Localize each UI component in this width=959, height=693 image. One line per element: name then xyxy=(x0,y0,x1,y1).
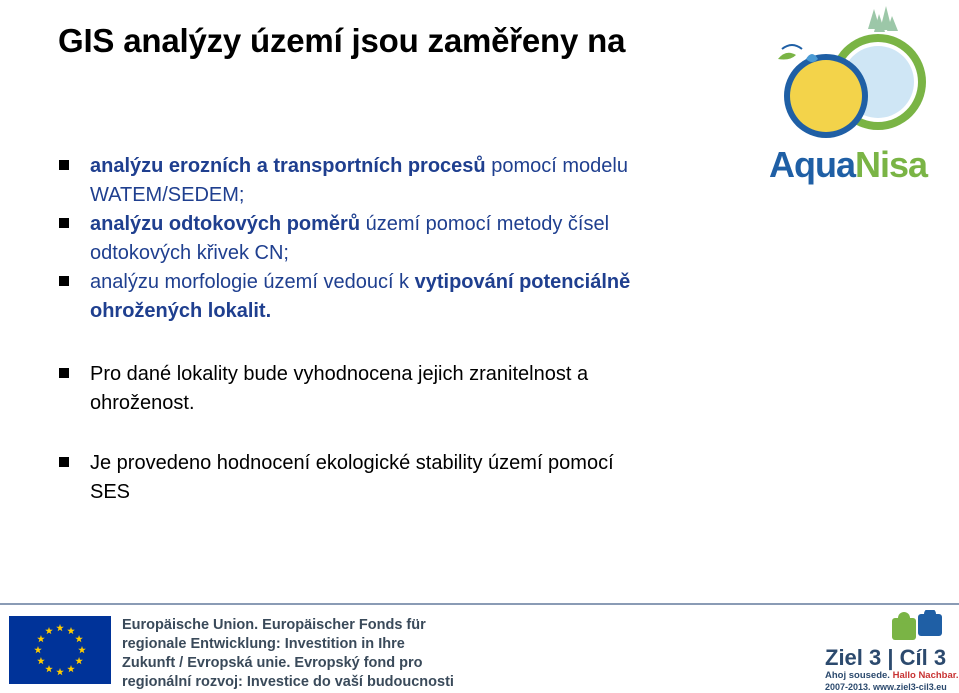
eu-text-line: regionální rozvoj: Investice do vaší budoucnosti xyxy=(122,674,454,690)
bullet-text: Pro dané lokality bude vyhodnocena jejich zranitelnost a ohroženost. xyxy=(90,363,589,414)
slide-title: GIS analýzy území jsou zaměřeny na xyxy=(58,22,626,59)
bullet-text-part: území pomocí metody čísel odtokových křivek CN; xyxy=(90,213,610,264)
slogan-cz: Ahoj sousede. xyxy=(825,670,893,681)
footer-divider xyxy=(0,603,959,605)
eu-flag-icon xyxy=(9,616,111,684)
bullet-text-part: analýzu morfologie území vedoucí k xyxy=(90,271,415,293)
aquanisa-wordmark xyxy=(768,144,928,186)
ziel3-url: 2007-2013. www.ziel3-cil3.eu xyxy=(825,682,947,692)
eu-funding-text xyxy=(122,616,482,692)
eu-text-line: regionale Entwicklung: Investition in Ihre xyxy=(122,636,405,652)
bullet-text-part: vytipování potenciálně ohrožených lokalit. xyxy=(90,271,631,322)
logo-aqua-text: Aqua xyxy=(768,144,855,185)
eu-text-line: Zukunft / Evropská unie. Evropský fond pro xyxy=(122,655,423,671)
aquanisa-logo xyxy=(768,4,928,194)
bullet-text-part: analýzu erozních a transportních procesů xyxy=(90,155,486,177)
bullet-item xyxy=(58,152,698,210)
bullet-item xyxy=(58,210,698,268)
aquanisa-emblem-icon xyxy=(768,4,928,144)
logo-nisa-text: Nisa xyxy=(854,144,928,185)
bullet-item xyxy=(58,360,678,418)
bullet-text-part: analýzu odtokových poměrů xyxy=(90,213,361,235)
bullet-item xyxy=(58,268,698,326)
bullet-square-icon xyxy=(59,457,69,467)
eu-text-line: Europäische Union. Europäischer Fonds für xyxy=(122,617,426,633)
ziel3-slogan xyxy=(825,670,959,681)
bullet-square-icon xyxy=(59,276,69,286)
slogan-de: Hallo Nachbar. xyxy=(892,670,959,681)
bullet-square-icon xyxy=(59,218,69,228)
bullet-square-icon xyxy=(59,160,69,170)
bullet-text: Je provedeno hodnocení ekologické stability území pomocí SES xyxy=(90,452,614,503)
bullet-item xyxy=(58,449,658,507)
bullet-list-ses xyxy=(58,449,658,507)
bullet-text-part: pomocí modelu WATEM/SEDEM; xyxy=(90,155,628,206)
bullet-list-vulnerability xyxy=(58,360,678,418)
bullet-square-icon xyxy=(59,368,69,378)
ziel3-label: Ziel 3 | Cíl 3 xyxy=(825,645,947,670)
bullet-list-gis-analyses xyxy=(58,152,698,326)
